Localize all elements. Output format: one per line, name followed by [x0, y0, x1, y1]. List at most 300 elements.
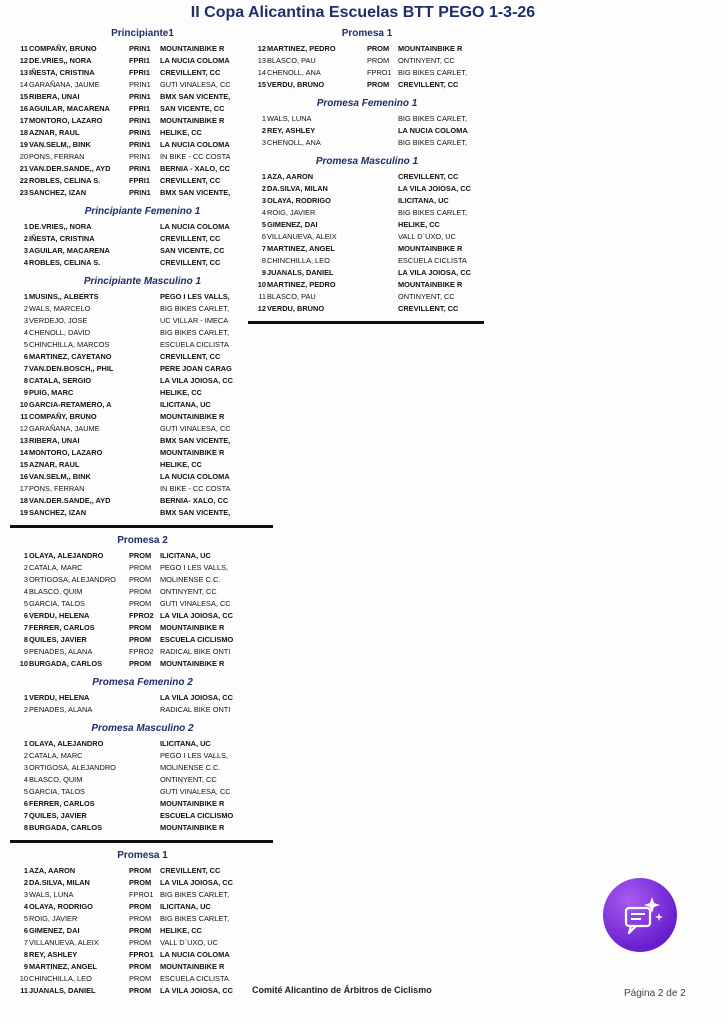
category: PRIN1 [129, 80, 151, 89]
result-row [254, 267, 480, 279]
club-name: LA NUCIA COLOMA [160, 56, 230, 65]
position: 15 [19, 92, 28, 101]
position: 13 [257, 56, 266, 65]
rider-name: MARTINEZ, ANGEL [267, 244, 335, 253]
category: FPRI1 [129, 56, 150, 65]
position: 11 [258, 292, 266, 301]
position: 7 [23, 811, 28, 820]
rider-name: FERRER, CARLOS [29, 623, 95, 632]
page-number: Página 2 de 2 [624, 988, 686, 999]
category [367, 291, 398, 303]
club-name: HELIKE, CC [160, 388, 202, 397]
rider-name: VILLANUEVA, ALEIX [267, 232, 337, 241]
category: PROM [129, 866, 152, 875]
category [129, 233, 160, 245]
club-name: MOUNTAINBIKE R [160, 448, 225, 457]
result-row [16, 574, 269, 586]
position: 5 [23, 340, 28, 349]
rider-name: JUANALS, DANIEL [29, 986, 96, 995]
club-name: ESCUELA CICLISMO [160, 635, 234, 644]
position: 13 [19, 68, 28, 77]
rider-name: VAN.SELM,, BINK [29, 472, 91, 481]
position: 6 [261, 232, 266, 241]
club-name: ILICITANA, UC [160, 400, 211, 409]
club-name: MOUNTAINBIKE R [160, 116, 225, 125]
position: 12 [257, 304, 266, 313]
position: 16 [19, 472, 28, 481]
category: PROM [367, 80, 390, 89]
rider-name: SANCHEZ, IZAN [29, 188, 87, 197]
club-name: HELIKE, CC [160, 926, 202, 935]
position: 1 [23, 551, 28, 560]
club-name: PEGO I LES VALLS, [160, 292, 230, 301]
club-name: BERNIA- XALO, CC [160, 496, 229, 505]
rider-name: MONTORO, LAZARO [29, 448, 103, 457]
rider-name: VAN.SELM,, BINK [29, 140, 91, 149]
category: PROM [129, 635, 152, 644]
category: PROM [129, 986, 152, 995]
position: 12 [19, 424, 28, 433]
club-name: BERNIA - XALO, CC [160, 164, 230, 173]
results-list [16, 289, 269, 519]
club-name: MOUNTAINBIKE R [160, 412, 225, 421]
position: 20 [19, 152, 28, 161]
club-name: ONTINYENT, CC [160, 775, 217, 784]
club-name: ESCUELA CICLISMO [160, 811, 234, 820]
position: 8 [23, 376, 28, 385]
category [367, 279, 398, 291]
rider-name: WALS, LUNA [267, 114, 312, 123]
position: 6 [23, 611, 28, 620]
result-row [16, 375, 269, 387]
club-name: LA VILA JOIOSA, CC [160, 693, 233, 702]
position: 8 [23, 950, 28, 959]
rider-name: VERDEJO, JOSE [29, 316, 88, 325]
section-title: Principiante1 [111, 28, 174, 39]
rider-name: GARCIA, TALOS [29, 787, 85, 796]
result-row [16, 303, 269, 315]
rider-name: OLAYA, ALEJANDRO [29, 739, 104, 748]
club-name: BIG BIKES CARLET, [398, 68, 468, 77]
result-row [16, 351, 269, 363]
category [129, 786, 160, 798]
rider-name: MUSINS,, ALBERTS [29, 292, 99, 301]
rider-name: CHENOLL, DAVID [29, 328, 91, 337]
position: 11 [20, 44, 28, 53]
category: PROM [367, 56, 390, 65]
result-row [254, 195, 480, 207]
club-name: MOUNTAINBIKE R [398, 244, 463, 253]
position: 3 [23, 575, 28, 584]
rider-name: DE.VRIES,, NORA [29, 56, 92, 65]
result-row [254, 243, 480, 255]
category [129, 704, 160, 716]
position: 2 [23, 751, 28, 760]
position: 10 [19, 974, 28, 983]
result-row [16, 163, 269, 175]
rider-name: GIMENEZ, DAI [29, 926, 80, 935]
rider-name: CHINCHILLA, LEO [29, 974, 92, 983]
category [129, 291, 160, 303]
rider-name: QUILES, JAVIER [29, 635, 87, 644]
result-row [254, 279, 480, 291]
result-row [16, 774, 269, 786]
club-name: LA NUCIA COLOMA [160, 140, 230, 149]
category: FPRO1 [129, 950, 154, 959]
category: PRIN1 [129, 92, 151, 101]
result-row [254, 207, 480, 219]
position: 17 [19, 484, 28, 493]
result-row [16, 423, 269, 435]
position: 19 [19, 140, 28, 149]
section-divider [248, 321, 484, 324]
category [129, 798, 160, 810]
category [367, 113, 398, 125]
position: 7 [23, 364, 28, 373]
rider-name: BURGADA, CARLOS [29, 659, 103, 668]
section-divider [10, 840, 273, 843]
position: 8 [23, 635, 28, 644]
section-title: Promesa Masculino 2 [91, 723, 194, 734]
position: 2 [23, 878, 28, 887]
position: 6 [23, 799, 28, 808]
category [129, 423, 160, 435]
position: 1 [23, 292, 28, 301]
club-name: LA VILA JOIOSA, CC [160, 878, 233, 887]
rider-name: MARTINEZ, ANGEL [29, 962, 97, 971]
club-name: ILICITANA, UC [160, 551, 211, 560]
club-name: PERE JOAN CARAG [160, 364, 232, 373]
position: 5 [23, 787, 28, 796]
position: 9 [23, 962, 28, 971]
club-name: BIG BIKES CARLET, [160, 304, 230, 313]
rider-name: PENADES, ALANA [29, 647, 93, 656]
result-row [16, 901, 269, 913]
result-row [16, 889, 269, 901]
rider-name: RIBERA, UNAI [29, 436, 80, 445]
rider-name: FERRER, CARLOS [29, 799, 95, 808]
rider-name: IÑESTA, CRISTINA [29, 234, 95, 243]
rider-name: AZNAR, RAUL [29, 128, 80, 137]
club-name: CREVILLENT, CC [160, 258, 221, 267]
result-row [254, 291, 480, 303]
position: 5 [23, 599, 28, 608]
position: 12 [19, 56, 28, 65]
rider-name: ORTIGOSA, ALEJANDRO [29, 763, 116, 772]
club-name: CREVILLENT, CC [160, 176, 221, 185]
club-name: HELIKE, CC [160, 460, 202, 469]
results-list [16, 736, 269, 834]
category [367, 171, 398, 183]
result-row [16, 658, 269, 670]
club-name: BIG BIKES CARLET, [398, 114, 468, 123]
position: 1 [23, 222, 28, 231]
club-name: CREVILLENT, CC [398, 304, 459, 313]
club-name: RADICAL BIKE ONTI [160, 705, 231, 714]
result-row [16, 43, 269, 55]
club-name: CREVILLENT, CC [160, 352, 221, 361]
position: 18 [19, 128, 28, 137]
result-row [254, 183, 480, 195]
result-row [16, 67, 269, 79]
result-row [16, 810, 269, 822]
category [129, 483, 160, 495]
club-name: CREVILLENT, CC [398, 172, 459, 181]
result-row [16, 399, 269, 411]
rider-name: VAN.DER.SANDE,, AYD [29, 164, 111, 173]
rider-name: VAN.DER.SANDE,, AYD [29, 496, 111, 505]
result-row [16, 447, 269, 459]
position: 4 [23, 902, 28, 911]
rider-name: PONS, FERRAN [29, 484, 85, 493]
category [367, 183, 398, 195]
category [129, 339, 160, 351]
category [129, 692, 160, 704]
category [129, 411, 160, 423]
rider-name: VERDU, BRUNO [267, 304, 325, 313]
result-row [16, 363, 269, 375]
category: PROM [129, 974, 152, 983]
club-name: UC VILLAR - IMECA [160, 316, 229, 325]
footer-text: Comité Alicantino de Árbitros de Ciclismo [252, 985, 432, 995]
category [367, 303, 398, 315]
position: 1 [23, 866, 28, 875]
rider-name: VERDU, HELENA [29, 611, 90, 620]
category: PRIN1 [129, 116, 151, 125]
club-name: PEGO I LES VALLS, [160, 751, 229, 760]
rider-name: CATALA, MARC [29, 751, 83, 760]
position: 10 [19, 659, 28, 668]
position: 8 [261, 256, 266, 265]
category [129, 221, 160, 233]
club-name: GUTI VINALESA, CC [160, 787, 231, 796]
category: PROM [129, 659, 152, 668]
club-name: MOUNTAINBIKE R [160, 44, 225, 53]
club-name: VALL D´UXO, UC [160, 938, 218, 947]
result-row [16, 91, 269, 103]
category: FPRO2 [129, 647, 154, 656]
category [367, 255, 398, 267]
position: 14 [19, 448, 28, 457]
section-title: Promesa Femenino 1 [316, 98, 418, 109]
club-name: ONTINYENT, CC [160, 587, 217, 596]
section-title: Promesa 1 [117, 850, 168, 861]
rider-name: AGUILAR, MACARENA [29, 246, 110, 255]
result-row [16, 865, 269, 877]
club-name: BIG BIKES CARLET, [160, 328, 230, 337]
result-row [16, 985, 269, 997]
category: FPRI1 [129, 176, 150, 185]
club-name: MOUNTAINBIKE R [160, 623, 225, 632]
rider-name: VERDU, BRUNO [267, 80, 325, 89]
position: 15 [257, 80, 266, 89]
category: PROM [129, 575, 152, 584]
results-list [16, 690, 269, 716]
result-row [254, 171, 480, 183]
result-row [16, 750, 269, 762]
result-row [16, 646, 269, 658]
position: 7 [23, 623, 28, 632]
rider-name: COMPAÑY, BRUNO [29, 412, 97, 421]
category [129, 351, 160, 363]
left-column [16, 27, 269, 997]
position: 9 [23, 388, 28, 397]
rider-name: DE.VRIES,, NORA [29, 222, 92, 231]
rider-name: GIMENEZ, DAI [267, 220, 318, 229]
rider-name: ROBLES, CELINA S. [29, 258, 101, 267]
rider-name: MARTINEZ, PEDRO [267, 280, 336, 289]
position: 4 [23, 775, 28, 784]
club-name: CREVILLENT, CC [398, 80, 459, 89]
club-name: CREVILLENT, CC [160, 234, 221, 243]
category [129, 387, 160, 399]
position: 2 [261, 184, 266, 193]
club-name: MOUNTAINBIKE R [160, 823, 225, 832]
position: 16 [19, 104, 28, 113]
position: 13 [19, 436, 28, 445]
position: 1 [261, 172, 266, 181]
position: 2 [23, 234, 28, 243]
club-name: ONTINYENT, CC [398, 56, 455, 65]
result-row [16, 798, 269, 810]
position: 2 [23, 563, 28, 572]
result-row [254, 255, 480, 267]
club-name: GUTI VINALESA, CC [160, 80, 231, 89]
result-row [16, 762, 269, 774]
ai-assistant-button[interactable] [603, 878, 677, 952]
section-title: Promesa 2 [117, 535, 168, 546]
rider-name: COMPAÑY, BRUNO [29, 44, 97, 53]
club-name: VALL D´UXO, UC [398, 232, 456, 241]
position: 1 [23, 739, 28, 748]
position: 2 [23, 705, 28, 714]
club-name: LA NUCIA COLOMA [398, 126, 468, 135]
category [129, 245, 160, 257]
result-row [16, 622, 269, 634]
category [129, 435, 160, 447]
result-row [16, 598, 269, 610]
club-name: BIG BIKES CARLET, [398, 208, 468, 217]
position: 23 [19, 188, 28, 197]
category: PROM [129, 962, 152, 971]
result-row [16, 949, 269, 961]
position: 4 [23, 258, 28, 267]
rider-name: GARAÑANA, JAUME [29, 80, 100, 89]
result-row [254, 219, 480, 231]
rider-name: QUILES, JAVIER [29, 811, 87, 820]
club-name: ESCUELA CICLISTA [160, 974, 229, 983]
results-list [16, 219, 269, 269]
club-name: LA VILA JOIOSA, CC [398, 268, 471, 277]
category: PROM [129, 623, 152, 632]
section-title: Promesa Femenino 2 [92, 677, 193, 688]
position: 2 [23, 304, 28, 313]
club-name: HELIKE, CC [398, 220, 440, 229]
category [367, 195, 398, 207]
result-row [254, 113, 480, 125]
position: 2 [261, 126, 266, 135]
result-row [16, 877, 269, 889]
position: 15 [19, 460, 28, 469]
results-list [254, 111, 480, 149]
rider-name: MARTINEZ, CAYETANO [29, 352, 112, 361]
rider-name: BLASCO, PAU [267, 56, 316, 65]
category [367, 137, 398, 149]
club-name: BIG BIKES CARLET, [398, 138, 468, 147]
position: 9 [23, 647, 28, 656]
club-name: BMX SAN VICENTE, [160, 188, 231, 197]
result-row [16, 115, 269, 127]
result-row [16, 925, 269, 937]
rider-name: RIBERA, UNAI [29, 92, 80, 101]
category [129, 507, 160, 519]
club-name: BMX SAN VICENTE, [160, 92, 231, 101]
result-row [16, 786, 269, 798]
section-divider [10, 525, 273, 528]
rider-name: WALS, MARCELO [29, 304, 91, 313]
club-name: SAN VICENTE, CC [160, 246, 225, 255]
result-row [16, 221, 269, 233]
result-row [254, 43, 480, 55]
category [129, 738, 160, 750]
results-list [254, 169, 480, 315]
result-row [254, 67, 480, 79]
rider-name: CHENOLL, ANA [267, 138, 321, 147]
club-name: IN BIKE - CC COSTA [160, 152, 231, 161]
section-title: Principiante Masculino 1 [83, 276, 202, 287]
category: PROM [129, 563, 152, 572]
rider-name: DA.SILVA, MILAN [267, 184, 328, 193]
document-title: II Copa Alicantina Escuelas BTT PEGO 1-3-26 [190, 4, 536, 21]
result-row [254, 303, 480, 315]
category [367, 207, 398, 219]
category [129, 822, 160, 834]
result-row [16, 175, 269, 187]
results-list [16, 41, 269, 199]
club-name: LA NUCIA COLOMA [160, 222, 230, 231]
category: FPRI1 [129, 104, 150, 113]
category [129, 447, 160, 459]
rider-name: PUIG, MARC [29, 388, 74, 397]
club-name: BMX SAN VICENTE, [160, 508, 231, 517]
position: 4 [23, 587, 28, 596]
category [367, 231, 398, 243]
club-name: MOLINENSE C.C. [160, 763, 221, 772]
category: FPRO2 [129, 611, 154, 620]
category: PROM [129, 938, 152, 947]
club-name: MOUNTAINBIKE R [398, 44, 463, 53]
result-row [16, 692, 269, 704]
club-name: MOUNTAINBIKE R [160, 962, 225, 971]
rider-name: AZA, AARON [267, 172, 314, 181]
rider-name: REY, ASHLEY [267, 126, 316, 135]
position: 1 [23, 693, 28, 702]
rider-name: OLAYA, RODRIGO [29, 902, 93, 911]
category [367, 219, 398, 231]
club-name: LA VILA JOIOSA, CC [160, 376, 233, 385]
club-name: CREVILLENT, CC [160, 866, 221, 875]
category [367, 243, 398, 255]
rider-name: ROIG, JAVIER [267, 208, 316, 217]
rider-name: PENADES, ALANA [29, 705, 93, 714]
club-name: BIG BIKES CARLET, [160, 890, 230, 899]
result-row [16, 913, 269, 925]
position: 22 [19, 176, 28, 185]
rider-name: REY, ASHLEY [29, 950, 78, 959]
result-row [16, 507, 269, 519]
result-row [16, 245, 269, 257]
category [129, 762, 160, 774]
